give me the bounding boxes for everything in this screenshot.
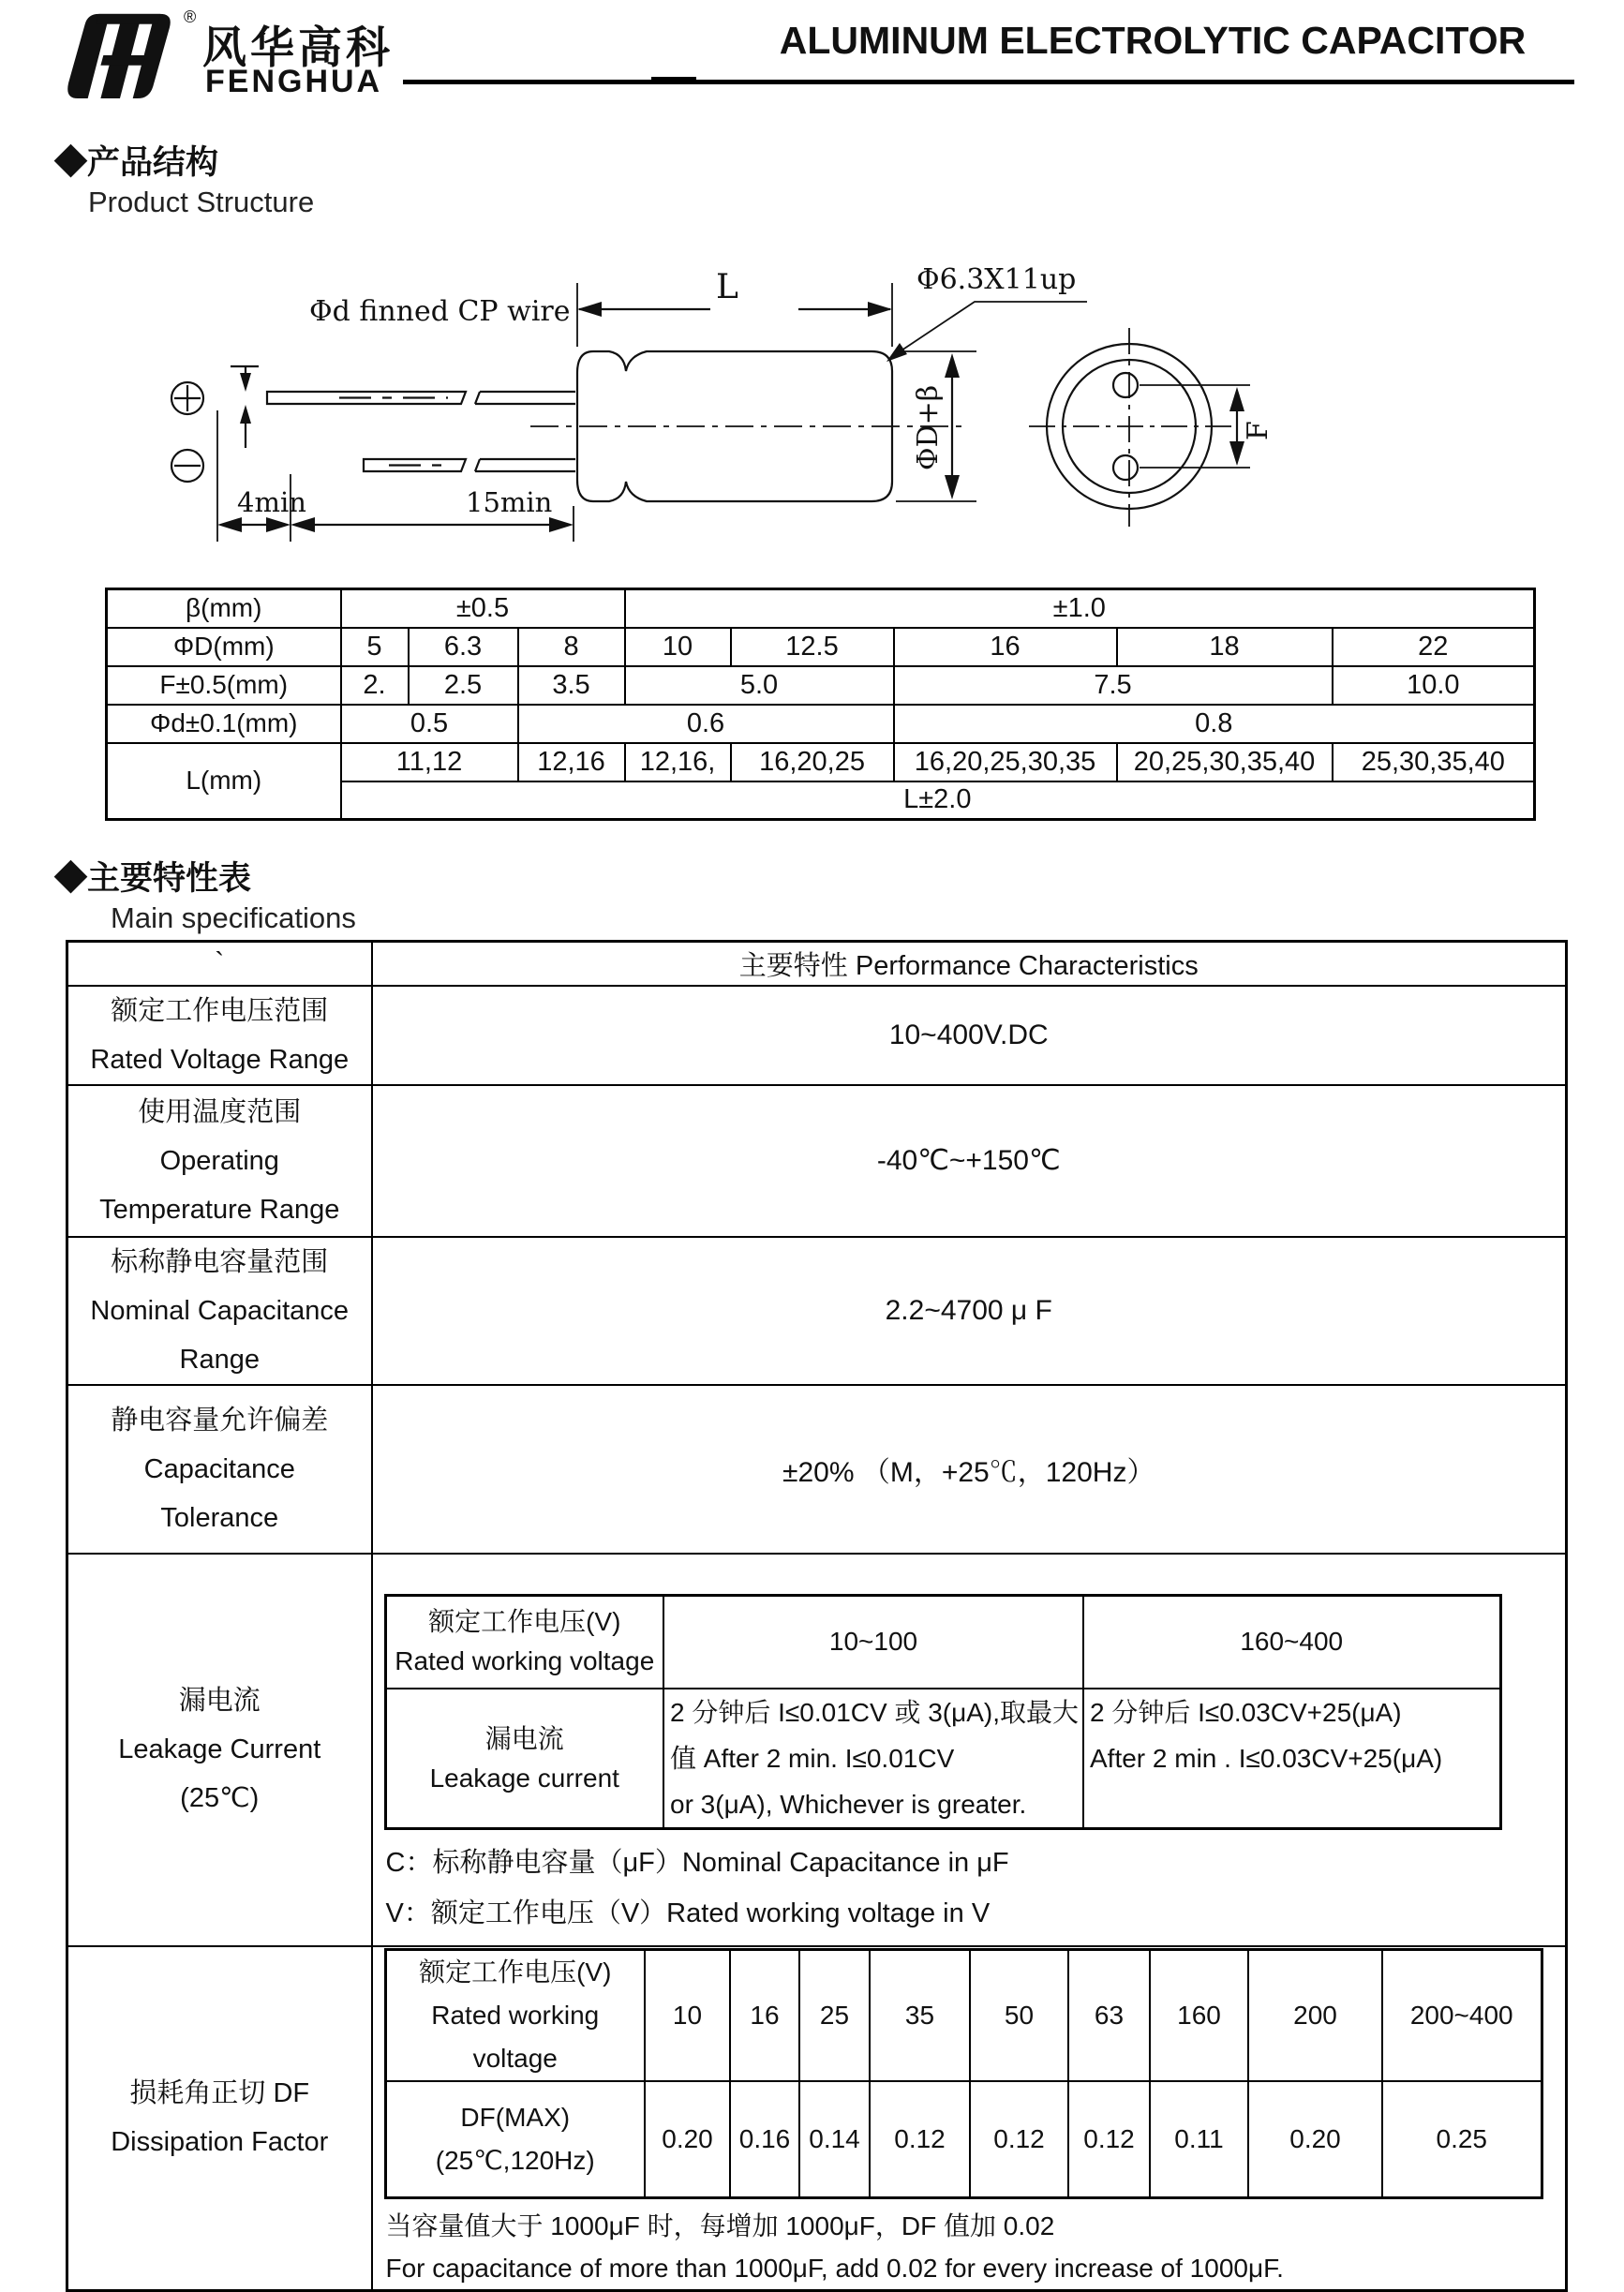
df-inner-table bbox=[384, 1948, 1543, 2200]
df-voltage: 10 bbox=[645, 1949, 730, 2081]
table-row bbox=[107, 666, 1535, 705]
nominal-capacitance-value: 2.2~4700 μ F bbox=[372, 1237, 1567, 1385]
operating-temp-label: 使用温度范围 Operating Temperature Range bbox=[67, 1085, 372, 1237]
spec-header-left: ` bbox=[67, 942, 372, 986]
min4-label: 4min bbox=[237, 486, 306, 518]
df-value: 0.12 bbox=[1068, 2081, 1150, 2198]
dia-value: 10 bbox=[625, 628, 731, 666]
negative-lead bbox=[364, 459, 575, 471]
df-value: 0.25 bbox=[1382, 2081, 1542, 2198]
logo-english-name: FENGHUA bbox=[205, 64, 383, 99]
table-row bbox=[107, 628, 1535, 666]
dia-value: 8 bbox=[518, 628, 625, 666]
leakage-spec-high: 2 分钟后 I≤0.03CV+25(μA) After 2 min . I≤0.03CV+25(μA) bbox=[1083, 1689, 1500, 1829]
dia-label: ΦD(mm) bbox=[107, 628, 341, 666]
table-row bbox=[385, 1689, 1500, 1829]
dia-value: 18 bbox=[1117, 628, 1333, 666]
df-voltage: 25 bbox=[799, 1949, 870, 2081]
df-voltage-header: 额定工作电压(V) Rated working voltage bbox=[385, 1949, 645, 2081]
table-row bbox=[67, 1946, 1567, 2291]
l-tolerance: L±2.0 bbox=[341, 781, 1535, 820]
lead-length-dimensions bbox=[217, 410, 574, 542]
section-main-specs-zh: ◆主要特性表 bbox=[54, 860, 252, 897]
main-specifications-table bbox=[66, 940, 1568, 2292]
beta-tol-large: ±1.0 bbox=[625, 589, 1535, 628]
length-label: L bbox=[716, 268, 738, 306]
leakage-current-label: 漏电流 Leakage Current (25℃) bbox=[67, 1554, 372, 1946]
table-row bbox=[67, 1554, 1567, 1946]
df-voltage: 16 bbox=[730, 1949, 799, 2081]
df-value: 0.14 bbox=[799, 2081, 870, 2198]
l-value: 25,30,35,40 bbox=[1333, 743, 1535, 781]
f-value: 5.0 bbox=[625, 666, 894, 705]
df-voltage: 35 bbox=[870, 1949, 970, 2081]
leakage-range-high: 160~400 bbox=[1083, 1595, 1500, 1689]
section-main-specs-en: Main specifications bbox=[111, 901, 356, 934]
product-structure-diagram bbox=[0, 0, 1624, 618]
leakage-note-v: V：额定工作电压（V）Rated working voltage in V bbox=[385, 1898, 991, 1928]
d-value: 0.5 bbox=[341, 705, 518, 743]
df-voltage: 63 bbox=[1068, 1949, 1150, 2081]
table-row bbox=[385, 2081, 1542, 2198]
logo-chinese-name: 风华高科 bbox=[202, 22, 394, 72]
table-row bbox=[107, 743, 1535, 781]
rated-voltage-value: 10~400V.DC bbox=[372, 986, 1567, 1085]
min15-label: 15min bbox=[466, 486, 553, 518]
df-voltage: 50 bbox=[970, 1949, 1068, 2081]
capacitance-tolerance-value: ±20% （M，+25℃，120Hz） bbox=[372, 1385, 1567, 1554]
section-product-structure-en: Product Structure bbox=[88, 186, 315, 218]
table-row bbox=[107, 589, 1535, 628]
df-value: 0.12 bbox=[970, 2081, 1068, 2198]
table-row bbox=[107, 705, 1535, 743]
df-value: 0.12 bbox=[870, 2081, 970, 2198]
dimension-table bbox=[105, 588, 1536, 821]
table-row bbox=[67, 986, 1567, 1085]
spec-header-right: 主要特性 Performance Characteristics bbox=[372, 942, 1567, 986]
df-value: 0.20 bbox=[645, 2081, 730, 2198]
l-value: 16,20,25 bbox=[731, 743, 894, 781]
df-note-en: For capacitance of more than 1000μF, add 0.02 for every increase of 1000μF. bbox=[385, 2254, 1284, 2283]
lead-spacing-label: F bbox=[1242, 421, 1274, 440]
beta-label: β(mm) bbox=[107, 589, 341, 628]
dissipation-factor-label: 损耗角正切 DF Dissipation Factor bbox=[67, 1946, 372, 2291]
dia-value: 12.5 bbox=[731, 628, 894, 666]
beta-tol-small: ±0.5 bbox=[341, 589, 625, 628]
f-value: 2. bbox=[341, 666, 409, 705]
diameter-label: ΦD+β bbox=[912, 384, 945, 470]
leakage-spec-low: 2 分钟后 I≤0.01CV 或 3(μA),取最大 值 After 2 min. I≤0.01CV or 3(μA), Whichever is greater. bbox=[663, 1689, 1083, 1829]
d-value: 0.8 bbox=[894, 705, 1535, 743]
d-label: Φd±0.1(mm) bbox=[107, 705, 341, 743]
l-value: 12,16, bbox=[625, 743, 731, 781]
dia-value: 16 bbox=[894, 628, 1117, 666]
df-max-label: DF(MAX) (25℃,120Hz) bbox=[385, 2081, 645, 2198]
f-value: 2.5 bbox=[409, 666, 518, 705]
operating-temp-value: -40℃~+150℃ bbox=[372, 1085, 1567, 1237]
df-voltage: 200 bbox=[1248, 1949, 1382, 2081]
dia-value: 22 bbox=[1333, 628, 1535, 666]
dia-value: 5 bbox=[341, 628, 409, 666]
table-row bbox=[67, 1085, 1567, 1237]
diamond-bullet-icon: ◆ bbox=[54, 860, 88, 897]
l-value: 20,25,30,35,40 bbox=[1117, 743, 1333, 781]
df-note-zh: 当容量值大于 1000μF 时，每增加 1000μF，DF 值加 0.02 bbox=[385, 2211, 1055, 2240]
l-label: L(mm) bbox=[107, 743, 341, 820]
df-value: 0.20 bbox=[1248, 2081, 1382, 2198]
capacitor-end-view bbox=[1029, 328, 1235, 527]
leakage-range-low: 10~100 bbox=[663, 1595, 1083, 1689]
table-row bbox=[385, 1949, 1542, 2081]
f-value: 10.0 bbox=[1333, 666, 1535, 705]
registered-trademark: ® bbox=[184, 7, 197, 26]
leakage-voltage-header: 额定工作电压(V) Rated working voltage bbox=[385, 1595, 663, 1689]
d-value: 0.6 bbox=[518, 705, 894, 743]
table-row bbox=[67, 942, 1567, 986]
table-row bbox=[67, 1237, 1567, 1385]
l-value: 12,16 bbox=[518, 743, 625, 781]
capacitance-tolerance-label: 静电容量允许偏差 Capacitance Tolerance bbox=[67, 1385, 372, 1554]
sleeve-leader-line bbox=[886, 302, 1087, 362]
sleeve-label: Φ6.3X11up bbox=[916, 263, 1077, 296]
df-voltage: 200~400 bbox=[1382, 1949, 1542, 2081]
l-value: 16,20,25,30,35 bbox=[894, 743, 1117, 781]
document-title: ALUMINUM ELECTROLYTIC CAPACITOR bbox=[779, 19, 1527, 62]
positive-lead bbox=[267, 392, 575, 404]
df-value: 0.16 bbox=[730, 2081, 799, 2198]
f-value: 3.5 bbox=[518, 666, 625, 705]
l-value: 11,12 bbox=[341, 743, 518, 781]
leakage-row-label: 漏电流 Leakage current bbox=[385, 1689, 663, 1829]
leakage-current-cell bbox=[372, 1554, 1567, 1946]
positive-polarity-icon bbox=[171, 382, 203, 414]
df-value: 0.11 bbox=[1150, 2081, 1248, 2198]
f-label: F±0.5(mm) bbox=[107, 666, 341, 705]
leakage-inner-table bbox=[384, 1594, 1502, 1831]
lead-wire-label: Φd finned CP wire bbox=[309, 295, 571, 328]
table-row bbox=[385, 1595, 1500, 1689]
dia-value: 6.3 bbox=[409, 628, 518, 666]
f-value: 7.5 bbox=[894, 666, 1333, 705]
lead-diameter-dimension bbox=[231, 366, 259, 448]
section-product-structure-zh: ◆产品结构 bbox=[54, 144, 219, 181]
nominal-capacitance-label: 标称静电容量范围 Nominal Capacitance Range bbox=[67, 1237, 372, 1385]
dissipation-factor-cell bbox=[372, 1946, 1567, 2291]
negative-polarity-icon bbox=[171, 450, 203, 482]
rated-voltage-label: 额定工作电压范围 Rated Voltage Range bbox=[67, 986, 372, 1085]
diamond-bullet-icon: ◆ bbox=[54, 144, 88, 181]
table-row bbox=[67, 1385, 1567, 1554]
leakage-note-c: C：标称静电容量（μF）Nominal Capacitance in μF bbox=[385, 1848, 1009, 1878]
df-voltage: 160 bbox=[1150, 1949, 1248, 2081]
